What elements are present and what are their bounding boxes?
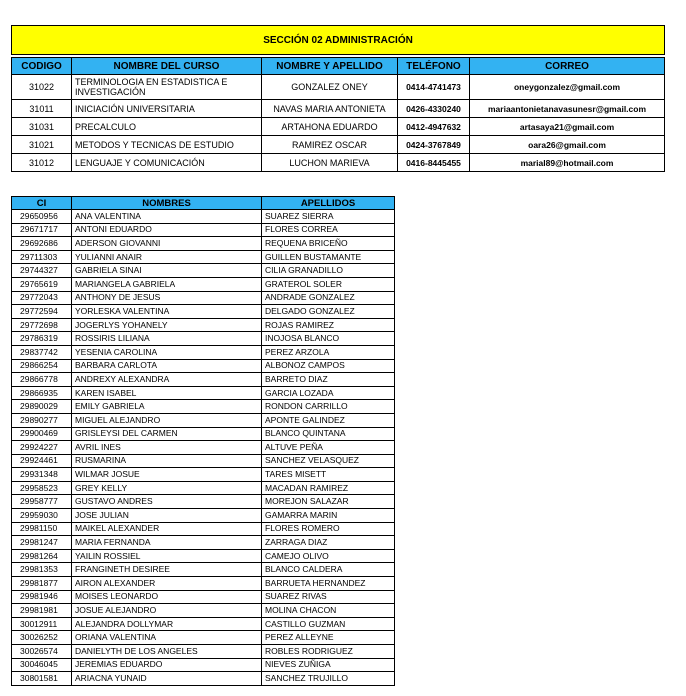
course-header-row [12,58,665,75]
course-code: 31012 [12,154,72,172]
student-row [12,441,395,455]
course-code: 31021 [12,136,72,154]
student-first-names: WILMAR JOSUE [72,468,262,482]
student-first-names: ORIANA VALENTINA [72,631,262,645]
header-nombre-curso: NOMBRE DEL CURSO [72,58,262,75]
student-row [12,291,395,305]
section-title-row [12,26,665,55]
student-row [12,549,395,563]
student-first-names: DANIELYTH DE LOS ANGELES [72,645,262,659]
student-row [12,400,395,414]
student-last-names: MOLINA CHACON [262,604,395,618]
student-row [12,223,395,237]
student-row [12,590,395,604]
student-row [12,481,395,495]
header-nombres: NOMBRES [72,197,262,210]
student-last-names: MOREJON SALAZAR [262,495,395,509]
course-table [11,25,665,172]
student-row [12,604,395,618]
teacher-phone: 0426-4330240 [398,100,470,118]
student-last-names: ALTUVE PEÑA [262,441,395,455]
student-row [12,672,395,686]
student-last-names: FLORES CORREA [262,223,395,237]
student-last-names: SUAREZ RIVAS [262,590,395,604]
course-row [12,136,665,154]
student-ci: 29866935 [12,386,72,400]
student-ci: 29958523 [12,481,72,495]
student-ci: 29900469 [12,427,72,441]
student-row [12,373,395,387]
student-last-names: SANCHEZ VELASQUEZ [262,454,395,468]
teacher-name: RAMIREZ OSCAR [262,136,398,154]
students-table-body [12,197,395,686]
student-row [12,577,395,591]
teacher-phone: 0424-3767849 [398,136,470,154]
course-code: 31022 [12,75,72,100]
student-first-names: JEREMIAS EDUARDO [72,658,262,672]
student-first-names: AVRIL INES [72,441,262,455]
student-first-names: EMILY GABRIELA [72,400,262,414]
student-first-names: MARIA FERNANDA [72,536,262,550]
student-first-names: ADERSON GIOVANNI [72,237,262,251]
student-first-names: YESENIA CAROLINA [72,345,262,359]
student-row [12,359,395,373]
student-ci: 30026574 [12,645,72,659]
student-ci: 30801581 [12,672,72,686]
student-last-names: FLORES ROMERO [262,522,395,536]
student-ci: 29959030 [12,509,72,523]
student-last-names: ROBLES RODRIGUEZ [262,645,395,659]
student-ci: 29981150 [12,522,72,536]
student-ci: 29890277 [12,413,72,427]
student-ci: 29837742 [12,345,72,359]
student-ci: 29981877 [12,577,72,591]
student-ci: 29931348 [12,468,72,482]
teacher-email: mariaantonietanavasunesr@gmail.com [470,100,665,118]
student-last-names: TARES MISETT [262,468,395,482]
teacher-email: oara26@gmail.com [470,136,665,154]
teacher-name: NAVAS MARIA ANTONIETA [262,100,398,118]
student-row [12,386,395,400]
student-row [12,305,395,319]
student-first-names: ANTHONY DE JESUS [72,291,262,305]
student-ci: 30046045 [12,658,72,672]
student-ci: 29744327 [12,264,72,278]
student-first-names: GABRIELA SINAI [72,264,262,278]
student-first-names: GRISLEYSI DEL CARMEN [72,427,262,441]
student-last-names: GRATEROL SOLER [262,277,395,291]
student-last-names: ANDRADE GONZALEZ [262,291,395,305]
student-first-names: RUSMARINA [72,454,262,468]
student-row [12,468,395,482]
student-last-names: BLANCO QUINTANA [262,427,395,441]
student-row [12,495,395,509]
student-first-names: ANA VALENTINA [72,210,262,224]
header-ci: CI [12,197,72,210]
course-table-body [12,26,665,172]
student-ci: 30012911 [12,617,72,631]
student-row [12,413,395,427]
student-first-names: ALEJANDRA DOLLYMAR [72,617,262,631]
student-row [12,509,395,523]
student-ci: 29786319 [12,332,72,346]
student-last-names: BARRETO DIAZ [262,373,395,387]
student-row [12,277,395,291]
teacher-phone: 0416-8445455 [398,154,470,172]
header-correo: CORREO [470,58,665,75]
teacher-name: ARTAHONA EDUARDO [262,118,398,136]
student-ci: 29981946 [12,590,72,604]
student-last-names: PEREZ ALLEYNE [262,631,395,645]
teacher-email: oneygonzalez@gmail.com [470,75,665,100]
student-row [12,563,395,577]
student-row [12,237,395,251]
student-first-names: YULIANNI ANAIR [72,250,262,264]
student-row [12,522,395,536]
student-ci: 29692686 [12,237,72,251]
course-code: 31011 [12,100,72,118]
student-last-names: BLANCO CALDERA [262,563,395,577]
student-last-names: PEREZ ARZOLA [262,345,395,359]
student-first-names: GREY KELLY [72,481,262,495]
student-last-names: CASTILLO GUZMAN [262,617,395,631]
header-apellidos: APELLIDOS [262,197,395,210]
student-row [12,250,395,264]
student-first-names: ROSSIRIS LILIANA [72,332,262,346]
student-first-names: MIGUEL ALEJANDRO [72,413,262,427]
student-last-names: CILIA GRANADILLO [262,264,395,278]
teacher-phone: 0412-4947632 [398,118,470,136]
student-ci: 29772594 [12,305,72,319]
students-header-row [12,197,395,210]
student-first-names: KAREN ISABEL [72,386,262,400]
teacher-name: LUCHON MARIEVA [262,154,398,172]
student-last-names: MACADAN RAMIREZ [262,481,395,495]
header-nombre-apellido: NOMBRE Y APELLIDO [262,58,398,75]
student-first-names: MARIANGELA GABRIELA [72,277,262,291]
student-ci: 29866778 [12,373,72,387]
student-row [12,536,395,550]
teacher-email: marial89@hotmail.com [470,154,665,172]
student-last-names: INOJOSA BLANCO [262,332,395,346]
student-ci: 29958777 [12,495,72,509]
student-row [12,658,395,672]
student-first-names: GUSTAVO ANDRES [72,495,262,509]
course-row [12,154,665,172]
student-ci: 29650956 [12,210,72,224]
student-row [12,617,395,631]
student-row [12,631,395,645]
student-row [12,264,395,278]
course-row [12,118,665,136]
student-ci: 29671717 [12,223,72,237]
course-name: PRECALCULO [72,118,262,136]
teacher-name: GONZALEZ ONEY [262,75,398,100]
student-last-names: REQUENA BRICEÑO [262,237,395,251]
student-ci: 29772043 [12,291,72,305]
section-title: SECCIÓN 02 ADMINISTRACIÓN [12,26,665,55]
student-first-names: YORLESKA VALENTINA [72,305,262,319]
student-ci: 29772698 [12,318,72,332]
student-ci: 29866254 [12,359,72,373]
student-row [12,332,395,346]
student-row [12,645,395,659]
student-last-names: ROJAS RAMIREZ [262,318,395,332]
student-last-names: ZARRAGA DIAZ [262,536,395,550]
course-name: METODOS Y TECNICAS DE ESTUDIO [72,136,262,154]
course-name: INICIACIÓN UNIVERSITARIA [72,100,262,118]
student-last-names: GAMARRA MARIN [262,509,395,523]
student-ci: 29711303 [12,250,72,264]
student-first-names: JOSUE ALEJANDRO [72,604,262,618]
student-last-names: GUILLEN BUSTAMANTE [262,250,395,264]
student-first-names: MAIKEL ALEXANDER [72,522,262,536]
students-table [11,196,395,686]
header-codigo: CODIGO [12,58,72,75]
student-first-names: AIRON ALEXANDER [72,577,262,591]
header-telefono: TELÉFONO [398,58,470,75]
student-first-names: BARBARA CARLOTA [72,359,262,373]
student-first-names: MOISES LEONARDO [72,590,262,604]
student-ci: 29924227 [12,441,72,455]
course-row [12,75,665,100]
student-ci: 30026252 [12,631,72,645]
course-code: 31031 [12,118,72,136]
student-first-names: ARIACNA YUNAID [72,672,262,686]
student-ci: 29765619 [12,277,72,291]
course-name: TERMINOLOGIA EN ESTADISTICA E INVESTIGACIÓN [72,75,262,100]
student-last-names: DELGADO GONZALEZ [262,305,395,319]
student-first-names: ANDREXY ALEXANDRA [72,373,262,387]
student-first-names: FRANGINETH DESIREE [72,563,262,577]
student-ci: 29981247 [12,536,72,550]
student-last-names: NIEVES ZUÑIGA [262,658,395,672]
student-first-names: JOSE JULIAN [72,509,262,523]
student-first-names: YAILIN ROSSIEL [72,549,262,563]
student-last-names: RONDON CARRILLO [262,400,395,414]
student-ci: 29981264 [12,549,72,563]
student-last-names: SANCHEZ TRUJILLO [262,672,395,686]
student-row [12,318,395,332]
student-row [12,210,395,224]
course-name: LENGUAJE Y COMUNICACIÓN [72,154,262,172]
student-ci: 29981353 [12,563,72,577]
student-first-names: ANTONI EDUARDO [72,223,262,237]
student-last-names: APONTE GALINDEZ [262,413,395,427]
student-last-names: CAMEJO OLIVO [262,549,395,563]
student-last-names: BARRUETA HERNANDEZ [262,577,395,591]
student-last-names: ALBONOZ CAMPOS [262,359,395,373]
student-ci: 29924461 [12,454,72,468]
student-row [12,454,395,468]
student-last-names: SUAREZ SIERRA [262,210,395,224]
student-ci: 29981981 [12,604,72,618]
teacher-email: artasaya21@gmail.com [470,118,665,136]
student-first-names: JOGERLYS YOHANELY [72,318,262,332]
student-last-names: GARCIA LOZADA [262,386,395,400]
student-ci: 29890029 [12,400,72,414]
course-row [12,100,665,118]
teacher-phone: 0414-4741473 [398,75,470,100]
student-row [12,345,395,359]
student-row [12,427,395,441]
